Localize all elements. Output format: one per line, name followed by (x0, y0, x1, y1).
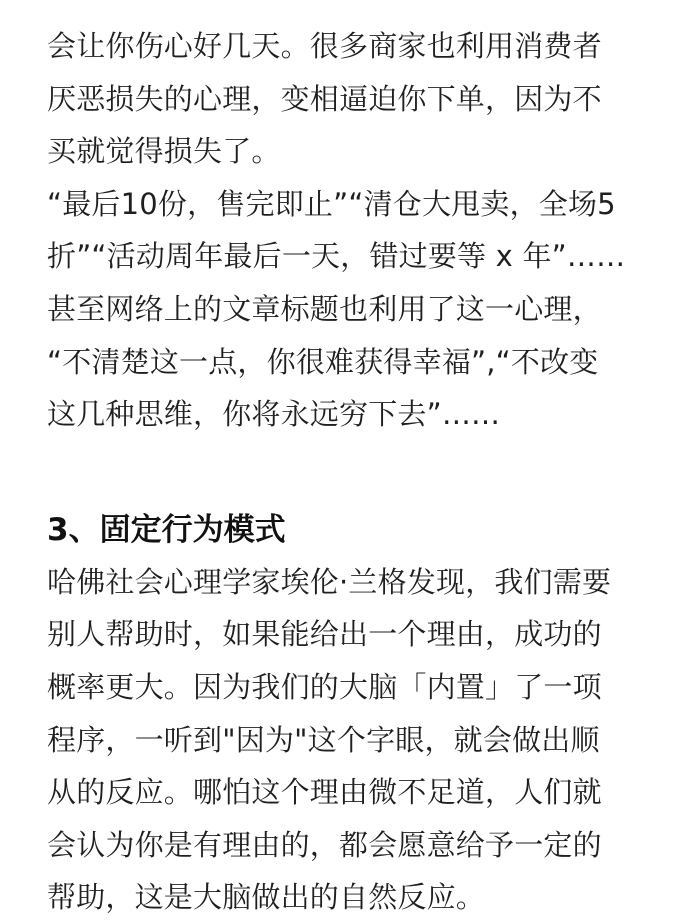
text-line: “不清楚这一点，你很难获得幸福”,“不改变 (47, 344, 599, 379)
text-line: 从的反应。哪怕这个理由微不足道，人们就 (47, 775, 602, 810)
article-body (47, 20, 647, 924)
text-line: 别人帮助时，如果能给出一个理由，成功的 (47, 617, 602, 652)
paragraph-loss-aversion (47, 20, 647, 441)
section-heading: 3、固定行为模式 (47, 511, 286, 548)
text-line: 甚至网络上的文章标题也利用了这一心理， (47, 291, 602, 326)
text-line: 哈佛社会心理学家埃伦·兰格发现，我们需要 (47, 564, 612, 599)
text-line: 厌恶损失的心理，变相逼迫你下单，因为不 (47, 81, 602, 116)
text-line: 买就觉得损失了。 (47, 134, 281, 169)
text-line: 会让你伤心好几天。很多商家也利用消费者 (47, 29, 602, 63)
text-line: 会认为你是有理由的，都会愿意给予一定的 (47, 827, 602, 862)
text-line: “最后10份，售完即止”“清仓大甩卖，全场5 (47, 186, 616, 221)
text-line: 概率更大。因为我们的大脑「内置」了一项 (47, 669, 602, 704)
section-spacer (47, 441, 647, 504)
text-line: 程序，一听到"因为"这个字眼，就会做出顺 (47, 722, 600, 757)
text-line: 这几种思维，你将永远穷下去”…… (47, 397, 501, 432)
text-line: 帮助，这是大脑做出的自然反应。 (47, 880, 486, 915)
paragraph-fixed-behavior (47, 556, 647, 924)
text-line: 折”“活动周年最后一天，错过要等 x 年”…… (47, 239, 626, 274)
